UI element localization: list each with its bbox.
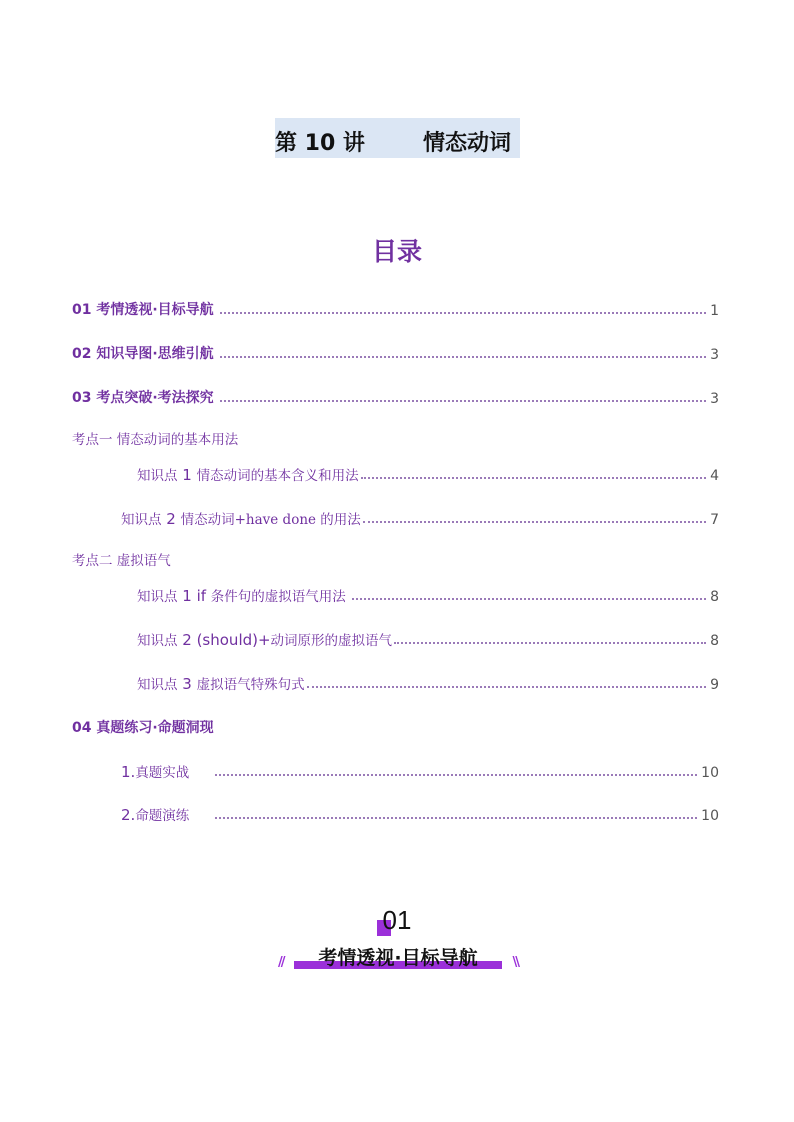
toc-entry-label: 2.命题演练 — [121, 806, 190, 824]
toc-entry-label: 01 考情透视·目标导航 — [72, 302, 214, 318]
toc-page-number: 8 — [710, 589, 719, 605]
toc-entry-03[interactable] — [72, 385, 719, 407]
toc-entry-04[interactable] — [72, 715, 214, 737]
toc-entry-label: 知识点 2 情态动词+have done 的用法 — [121, 510, 361, 528]
toc-entry-label: 02 知识导图·思维引航 — [72, 346, 214, 362]
toc-entry-k3[interactable] — [137, 583, 719, 605]
dot-leader — [220, 356, 706, 358]
toc-entry-k5[interactable] — [137, 671, 719, 693]
toc-entry-02[interactable] — [72, 341, 719, 363]
toc-page-number: 3 — [710, 391, 719, 407]
dot-leader — [363, 521, 706, 523]
toc-entry-label: 知识点 3 虚拟语气特殊句式 — [137, 675, 305, 693]
toc-entry-k1[interactable] — [137, 462, 719, 484]
dot-leader — [220, 312, 706, 314]
toc-heading: 目录 — [371, 237, 422, 266]
toc-entry-k4[interactable] — [137, 627, 719, 649]
toc-page-number: 9 — [710, 677, 719, 693]
toc-entry-label: 1.真题实战 — [121, 763, 190, 781]
toc-entry-label: 知识点 1 if 条件句的虚拟语气用法 — [137, 587, 346, 605]
toc-entry-label: 03 考点突破·考法探究 — [72, 390, 214, 406]
dot-leader — [307, 686, 706, 688]
toc-category-1[interactable]: 考点一 情态动词的基本用法 — [72, 432, 239, 448]
dot-leader — [394, 642, 706, 644]
dot-leader — [352, 598, 706, 600]
dot-leader — [215, 817, 697, 819]
toc-page-number: 10 — [701, 765, 719, 781]
dot-leader — [361, 477, 706, 479]
toc-page-number: 8 — [710, 633, 719, 649]
toc-entry-p2[interactable] — [121, 802, 719, 824]
toc-page-number: 1 — [710, 303, 719, 319]
toc-page-number: 7 — [710, 512, 719, 528]
toc-page-number: 10 — [701, 808, 719, 824]
toc-entry-label: 知识点 2 (should)+动词原形的虚拟语气 — [137, 631, 393, 649]
section-title-banner — [278, 943, 518, 973]
dot-leader — [220, 400, 706, 402]
toc-category-2[interactable]: 考点二 虚拟语气 — [72, 553, 171, 569]
section-number: 01 — [382, 905, 412, 935]
toc-entry-k2[interactable] — [121, 506, 719, 528]
document-title — [275, 118, 520, 158]
slash-decoration-right: \\ — [512, 955, 518, 970]
slash-decoration-left: // — [278, 955, 284, 970]
toc-entry-p1[interactable] — [121, 759, 719, 781]
toc-page-number: 4 — [710, 468, 719, 484]
lecture-number: 第 10 讲 — [275, 131, 365, 156]
dot-leader — [215, 774, 697, 776]
toc-entry-01[interactable] — [72, 297, 719, 319]
toc-entry-label: 04 真题练习·命题洞现 — [72, 720, 214, 736]
lecture-topic: 情态动词 — [423, 131, 512, 156]
section-title: 考情透视·目标导航 — [318, 947, 478, 969]
toc-entry-label: 知识点 1 情态动词的基本含义和用法 — [137, 466, 359, 484]
toc-page-number: 3 — [710, 347, 719, 363]
